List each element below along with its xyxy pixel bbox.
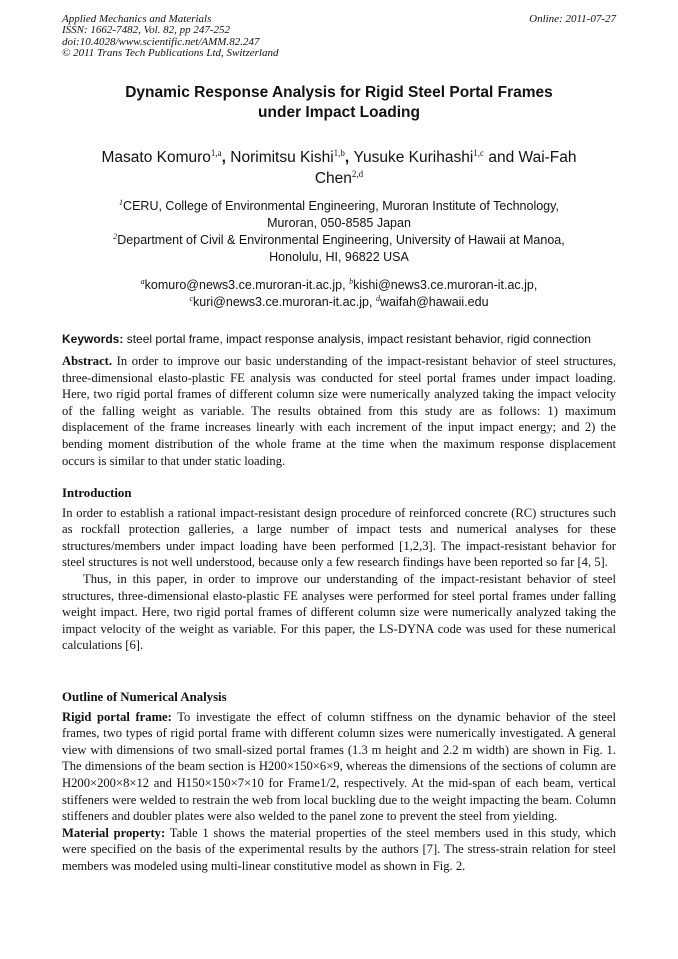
author-list <box>62 147 616 189</box>
introduction-section <box>62 485 616 654</box>
keywords-label: Keywords: <box>62 332 124 346</box>
author-separator: and Wai-Fah <box>484 149 577 166</box>
paragraph: Thus, in this paper, in order to improve our understanding of the impact-resistant behavior of steel structures, three-dimensional elasto-plastic FE analyses were performed for steel portal frames under falling weight impact. Here, two rigid portal frames of different column size were numerically analyzed taking the impact velocity of the weight as variable. For this paper, the LS-DYNA code was used for these numerical calculations [6]. <box>62 571 616 653</box>
author-affil-mark: 1,a <box>210 148 222 158</box>
author-name: Yusuke Kurihashi <box>353 149 474 166</box>
paragraph: In order to establish a rational impact-resistant design procedure of reinforced concrete (RC) structures such as rockfall protection galleries, a large number of impact tests and numerical analyses for these structures/members under impact loading have been performed [1,2,3]. The impact-resistant behavior for steel structures is not well understood, because only a few research findings have been reported so far [4, 5]. <box>62 505 616 570</box>
author-affil-mark: 2,d <box>351 169 364 179</box>
keywords <box>62 331 616 347</box>
keywords-text: steel portal frame, impact response analysis, impact resistant behavior, rigid connection <box>123 332 591 346</box>
email-link[interactable]: waifah@hawaii.edu <box>379 295 489 309</box>
email-link[interactable]: kishi@news3.ce.muroran-it.ac.jp, <box>353 278 538 292</box>
issn-line: ISSN: 1662-7482, Vol. 82, pp 247-252 <box>62 24 231 37</box>
email-link[interactable]: kuri@news3.ce.muroran-it.ac.jp, <box>193 295 376 309</box>
email-line-2 <box>62 294 616 311</box>
title-line-1: Dynamic Response Analysis for Rigid Steel Portal Frames <box>125 84 553 101</box>
online-date: Online: 2011-07-27 <box>529 13 616 25</box>
affiliations <box>62 198 616 266</box>
author-name: Masato Komuro <box>101 149 211 166</box>
email-mark: b <box>349 277 354 286</box>
paper-title <box>62 83 616 123</box>
abstract-label: Abstract. <box>62 354 113 368</box>
affiliation-2-line-2: Honolulu, HI, 96822 USA <box>269 250 409 264</box>
running-header <box>62 14 616 60</box>
email-list <box>62 277 616 311</box>
affiliation-1-line-1 <box>62 198 616 215</box>
email-mark: a <box>140 277 145 286</box>
paragraph-lead: Material property: <box>62 825 166 840</box>
affiliation-1-line-2: Muroran, 050-8585 Japan <box>267 216 411 230</box>
abstract-text: In order to improve our basic understanding of the impact-resistant behavior of steel structures, three-dimensional elasto-plastic FE analysis was conducted for steel portal frames under impact loading. Here, two rigid portal frames of different column size were numerically analyzed taking the impact velocity of the falling weight as variable. The results obtained from this study are as follows: 1) maximum displacement of the frame increases linearly with each increment of the input impact energy; and 2) the bending moment distribution of the whole frame at the time when the maximum response displacement occurs is similar to that under static loading. <box>62 354 616 468</box>
section-heading: Outline of Numerical Analysis <box>62 690 227 704</box>
outline-section <box>62 689 616 875</box>
copyright-line: © 2011 Trans Tech Publications Ltd, Switzerland <box>62 47 279 60</box>
author-affil-mark: 1,c <box>473 148 485 158</box>
email-line-1 <box>62 277 616 294</box>
author-separator: , <box>344 149 354 166</box>
section-heading: Introduction <box>62 486 132 500</box>
author-name: Chen <box>314 170 352 187</box>
author-separator: , <box>221 149 231 166</box>
doi-line: doi:10.4028/www.scientific.net/AMM.82.247 <box>62 35 260 48</box>
paragraph: Table 1 shows the material properties of the steel members used in this study, which were specified on the basis of the experimental results by the authors [7]. The stress-strain relation for steel members was modeled using multi-linear constitutive model as shown in Fig. 2. <box>62 825 617 873</box>
author-name: Norimitsu Kishi <box>230 149 334 166</box>
email-link[interactable]: komuro@news3.ce.muroran-it.ac.jp, <box>144 278 350 292</box>
email-mark: c <box>189 294 194 303</box>
affiliation-2-line-1 <box>62 232 616 249</box>
journal-name: Applied Mechanics and Materials <box>62 13 212 25</box>
paragraph: To investigate the effect of column stiffness on the dynamic behavior of the steel frames, two types of rigid portal frame with different column sizes were numerically investigated. A general view with dimensions of two small-sized portal frames (1.3 m height and 2.2 m width) are shown in Fig. 1. The dimensions of the beam section is H200×150×6×9, whereas the dimensions of the sections of column are H200×200×8×12 and H150×150×7×10 for Frame1/2, respectively. At the mid-span of each beam, vertical stiffeners were welded to restrain the web from local buckling due to the weight impacting the beam. Column stiffeners and doubler plates were also welded to the panel zone to prevent the steel from yielding. <box>62 709 617 824</box>
abstract <box>62 353 616 469</box>
paragraph-lead: Rigid portal frame: <box>62 709 172 724</box>
affil-text: CERU, College of Environmental Engineering, Muroran Institute of Technology, <box>123 199 559 213</box>
affil-mark: 2 <box>113 232 118 241</box>
title-line-2: under Impact Loading <box>258 104 420 121</box>
affil-text: Department of Civil & Environmental Engineering, University of Hawaii at Manoa, <box>117 233 565 247</box>
email-mark: d <box>375 294 380 303</box>
author-affil-mark: 1,b <box>333 148 345 158</box>
affil-mark: 1 <box>119 198 124 207</box>
